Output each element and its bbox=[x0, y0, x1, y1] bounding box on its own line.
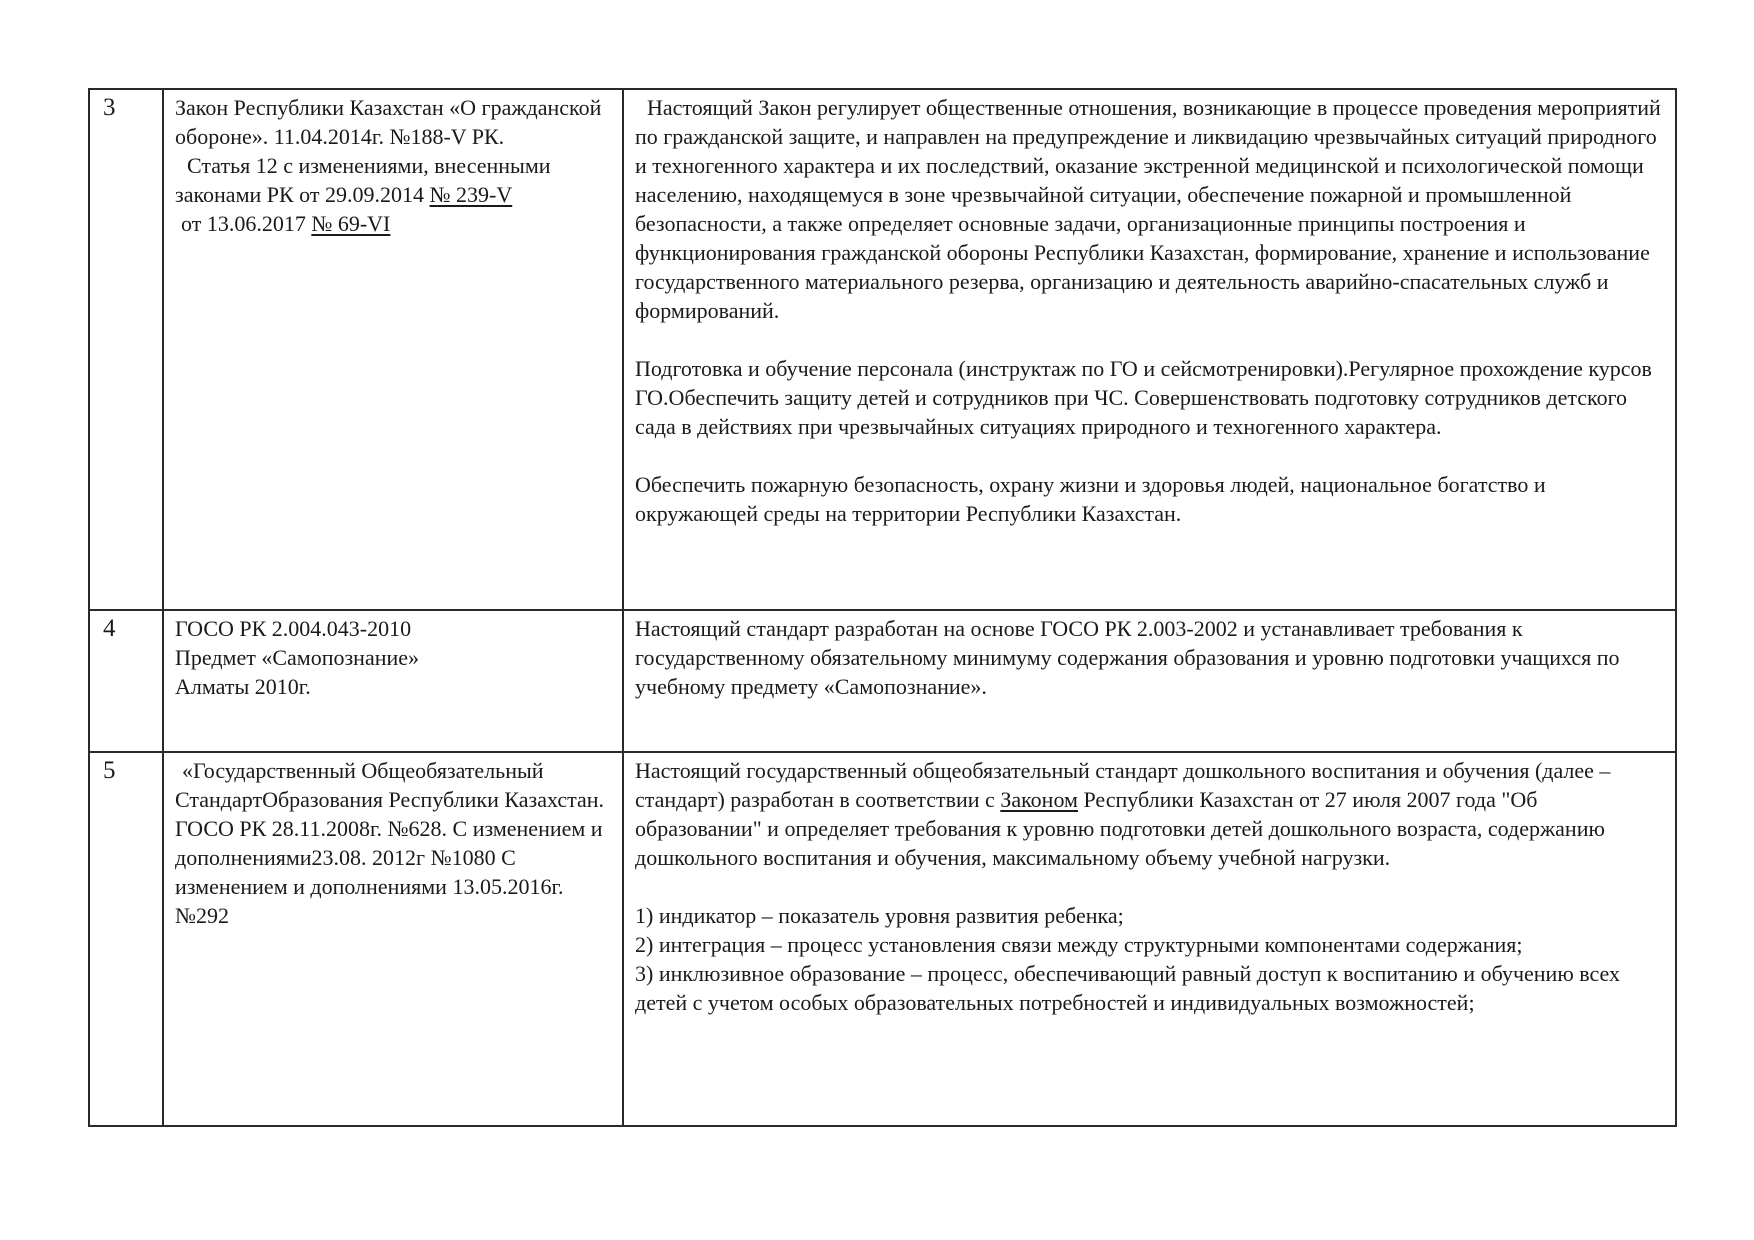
act-title: «Государственный Общеобязательный СтандартОбразования Республики Казахстан. ГОСО РК 28.11.2008г. №628. С изменением и дополнениями23.08. 2012г №1080 С изменением и дополнениями 13.05.2016г. №292 bbox=[175, 758, 605, 928]
act-cell bbox=[163, 752, 623, 1126]
row-number: 3 bbox=[89, 89, 163, 610]
description-paragraph: Настоящий стандарт разработан на основе ГОСО РК 2.003-2002 и устанавливает требования к государственному обязательному минимуму содержания образования и уровню подготовки учащихся по учебному предмету «Самопознание». bbox=[635, 616, 1620, 699]
legal-acts-table bbox=[88, 88, 1677, 1127]
act-amendment-date: от 13.06.2017 bbox=[181, 211, 306, 236]
act-cell bbox=[163, 89, 623, 610]
description-paragraph bbox=[635, 756, 1665, 872]
table-row bbox=[89, 752, 1676, 1126]
law-link[interactable]: Законом bbox=[1000, 787, 1078, 812]
act-cell bbox=[163, 610, 623, 752]
amendment-link-69[interactable]: № 69-VI bbox=[311, 211, 391, 236]
description-paragraph: Обеспечить пожарную безопасность, охрану жизни и здоровья людей, национальное богатство и окружающей среды на территории Республики Казахстан. bbox=[635, 472, 1546, 526]
row-number: 4 bbox=[89, 610, 163, 752]
row-number: 5 bbox=[89, 752, 163, 1126]
definition-item: 1) индикатор – показатель уровня развития ребенка; bbox=[635, 903, 1124, 928]
description-cell bbox=[623, 610, 1676, 752]
description-cell bbox=[623, 89, 1676, 610]
act-place-date: Алматы 2010г. bbox=[175, 674, 311, 699]
description-cell bbox=[623, 752, 1676, 1126]
description-text: Настоящий государственный общеобязательный стандарт дошкольного воспитания и обучения (далее – стандарт) разработан в соответствии с bbox=[635, 758, 1611, 812]
description-paragraph: Подготовка и обучение персонала (инструктаж по ГО и сейсмотренировки).Регулярное прохождение курсов ГО.Обеспечить защиту детей и сотрудников при ЧС. Совершенствовать подготовку сотрудников детского сада в действиях при чрезвычайных ситуациях природного и техногенного характера. bbox=[635, 356, 1652, 439]
act-title: Закон Республики Казахстан «О гражданской обороне». 11.04.2014г. №188-V РК. bbox=[175, 95, 602, 149]
table-row bbox=[89, 610, 1676, 752]
amendment-link-239[interactable]: № 239-V bbox=[429, 182, 513, 207]
act-amendment-text: Статья 12 с изменениями, внесенными законами РК от 29.09.2014 bbox=[175, 153, 551, 207]
description-text: Республики Казахстан от 27 июля 2007 года "Об образовании" и определяет требования к уровню подготовки детей дошкольного возраста, содержанию дошкольного воспитания и обучения, максимальному объему учебной нагрузки. bbox=[635, 787, 1605, 870]
definition-item: 2) интеграция – процесс установления связи между структурными компонентами содержания; bbox=[635, 932, 1523, 957]
definition-item: 3) инклюзивное образование – процесс, обеспечивающий равный доступ к воспитанию и обучению всех детей с учетом особых образовательных потребностей и индивидуальных возможностей; bbox=[635, 961, 1621, 1015]
act-title: ГОСО РК 2.004.043-2010 bbox=[175, 616, 412, 641]
description-paragraph: Настоящий Закон регулирует общественные отношения, возникающие в процессе проведения мероприятий по гражданской защите, и направлен на предупреждение и ликвидацию чрезвычайных ситуаций природного и техногенного характера и их последствий, оказание экстренной медицинской и психологической помощи населению, находящемуся в зоне чрезвычайной ситуации, обеспечение пожарной и промышленной безопасности, а также определяет основные задачи, организационные принципы построения и функционирования гражданской обороны Республики Казахстан, формирование, хранение и использование государственного материального резерва, организацию и деятельность аварийно-спасательных служб и формирований. bbox=[635, 95, 1661, 323]
act-subject: Предмет «Самопознание» bbox=[175, 645, 420, 670]
table-row bbox=[89, 89, 1676, 610]
